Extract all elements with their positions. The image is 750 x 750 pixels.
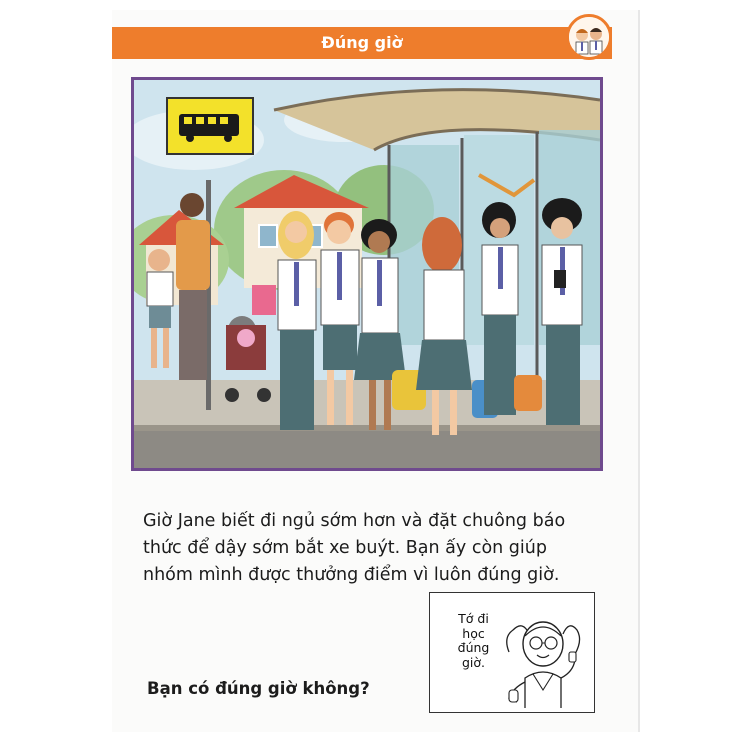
girl-thumbs-up-icon: [503, 612, 581, 710]
speech-line: giờ.: [461, 654, 486, 670]
speech-line: Tớ đi: [458, 611, 489, 626]
story-text: [143, 508, 613, 589]
story-line: nhóm mình được thưởng điểm vì luôn đúng giờ.: [143, 565, 560, 585]
speech-line: đúng: [457, 640, 490, 655]
speech-line: học: [462, 625, 485, 641]
story-line: thức để dậy sớm bắt xe buýt. Bạn ấy còn giúp: [143, 538, 547, 558]
question-text: Bạn có đúng giờ không?: [147, 679, 370, 698]
story-line: Giờ Jane biết đi ngủ sớm hơn và đặt chuông báo: [143, 511, 566, 531]
bus-stop-illustration: [131, 77, 603, 471]
page-title: Đúng giờ: [321, 33, 403, 52]
kids-badge-icon: [566, 14, 612, 60]
speech-bubble-text: [446, 612, 501, 670]
